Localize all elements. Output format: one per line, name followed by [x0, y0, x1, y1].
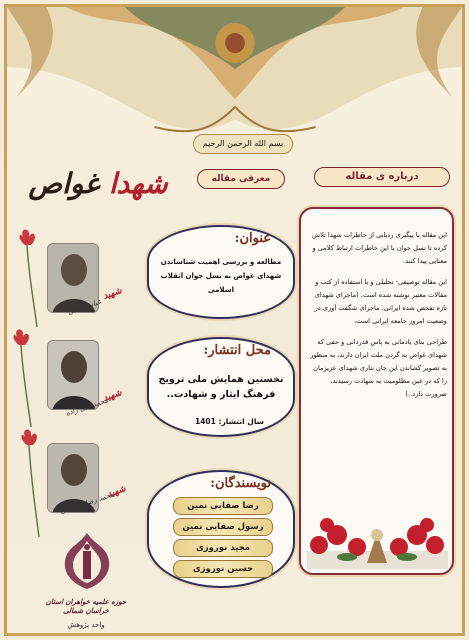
- title-box: [147, 225, 295, 319]
- tab-about-article: درباره ی مقاله: [314, 167, 450, 187]
- martyrs-title-word1: شهدا: [108, 167, 168, 200]
- author-list: [173, 497, 273, 581]
- about-paragraph: طراحی بنای یادمانی به پاس قدردانی و حفی که شهدای غواص به گردن ملت ایران دارند، به منظور به تصویر کشاندن این جان نثاری شهدای عزیزمان را که در عین مظلومیت به شهادت رسیدند، ضرورت دارد..): [310, 338, 447, 398]
- publication-year: سال انتشار: 1401: [195, 417, 265, 426]
- about-paragraph: این مقاله توصیفی- تحلیلی و با استفاده از کتب و مقالات معتبر نوشته شده است. (ماجرای شهدای تازه تفحص شده ایرانی، ماجرای شگفت آوری در وضعیت امروز جامعه ایرانی است.: [314, 278, 447, 325]
- poster-frame: [4, 4, 465, 636]
- author-item: رضا صفایی نمین: [173, 497, 273, 515]
- flower-decoration: [307, 505, 448, 569]
- martyrs-title-word2: غواص: [28, 167, 100, 200]
- martyr-name-2: محمد قلی زاده: [64, 396, 110, 418]
- logo-caption-unit: واحد پژوهش: [67, 621, 105, 629]
- about-article-text: [309, 229, 447, 409]
- authors-box-heading: نویسندگان:: [210, 476, 271, 491]
- martyr-label-1: شهید: [101, 286, 124, 302]
- arabesque-ornament: [7, 7, 462, 147]
- martyrs-title: [23, 167, 173, 219]
- authors-box: [147, 470, 295, 588]
- about-article-panel: [299, 207, 454, 575]
- basmala-banner: بسم الله الرحمن الرحیم: [193, 134, 293, 154]
- author-item: حسین نوروزی: [173, 560, 273, 578]
- author-item: مجید نوروزی: [173, 539, 273, 557]
- publication-box-text: نخستین همایش ملی ترویج فرهنگ ایثار و شهادت..: [158, 374, 284, 400]
- martyr-photo-2: [47, 340, 99, 410]
- seminary-logo: [37, 527, 137, 636]
- author-item: رسول صفایی نمین: [173, 518, 273, 536]
- martyr-name-1: عباس نجفی: [66, 297, 103, 317]
- tab-introduction: معرفی مقاله: [197, 169, 285, 189]
- logo-caption-main: حوزه علمیه خواهران استان خراسان شمالی: [45, 597, 127, 615]
- martyr-label-3: شهید: [105, 484, 128, 500]
- title-box-heading: عنوان:: [234, 231, 271, 246]
- publication-box-heading: محل انتشار:: [203, 343, 271, 358]
- title-box-text: مطالعه و بررسی اهمیت شناساندن شهدای غواص به نسل جوان انقلاب اسلامی: [160, 258, 282, 294]
- about-paragraph: این مقاله با پیگیری ردیابی از خاطرات شهدا تلاش کرده تا نسل جوان با این خاطرات ارتباط کلامی و معنایی پیدا کنند.: [312, 231, 447, 265]
- martyr-label-2: شهید: [101, 388, 124, 404]
- martyr-name-3: محمد رضا سلیمانی: [59, 490, 116, 516]
- publication-box: [147, 337, 295, 437]
